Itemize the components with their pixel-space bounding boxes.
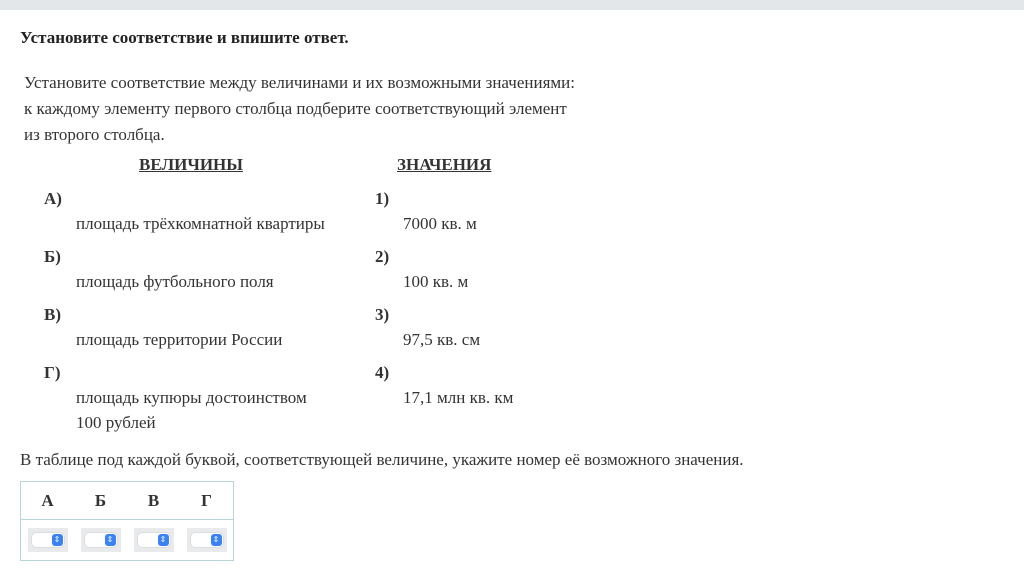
left-text: площадь территории России — [76, 330, 283, 349]
right-label: 4) — [375, 363, 390, 382]
intro-line: Установите соответствие между величинами и их возможными значениями: — [24, 73, 575, 92]
header-v: В — [127, 482, 180, 520]
left-text: 100 рублей — [76, 413, 156, 432]
chevron-updown-icon: ⇕ — [211, 534, 222, 546]
right-text: 100 кв. м — [403, 272, 469, 291]
task-title: Установите соответствие и впишите ответ. — [20, 28, 349, 47]
left-text: площадь футбольного поля — [76, 272, 274, 291]
header-b: Б — [74, 482, 127, 520]
right-label: 1) — [375, 189, 390, 208]
left-label: В) — [44, 305, 61, 324]
right-text: 7000 кв. м — [403, 214, 477, 233]
left-label: А) — [44, 189, 62, 208]
header-a: А — [21, 482, 75, 520]
answer-table — [20, 481, 234, 561]
answer-select-v[interactable] — [134, 528, 174, 552]
left-label: Г) — [44, 363, 61, 382]
top-bar — [0, 0, 1024, 10]
right-label: 3) — [375, 305, 390, 324]
left-label: Б) — [44, 247, 61, 266]
chevron-updown-icon: ⇕ — [52, 534, 63, 546]
answer-select-g[interactable] — [187, 528, 227, 552]
right-label: 2) — [375, 247, 390, 266]
chevron-updown-icon: ⇕ — [158, 534, 169, 546]
left-text: площадь трёхкомнатной квартиры — [76, 214, 325, 233]
right-text: 17,1 млн кв. км — [403, 388, 514, 407]
intro-line: из второго столбца. — [24, 125, 165, 144]
intro-line: к каждому элементу первого столбца подберите соответствующий элемент — [24, 99, 567, 118]
left-text: площадь купюры достоинством — [76, 388, 307, 407]
task-intro — [24, 70, 644, 148]
right-column-header: ЗНАЧЕНИЯ — [397, 155, 492, 174]
header-g: Г — [180, 482, 234, 520]
instruction: В таблице под каждой буквой, соответствующей величине, укажите номер её возможного значения. — [20, 450, 744, 469]
right-text: 97,5 кв. см — [403, 330, 481, 349]
chevron-updown-icon: ⇕ — [105, 534, 116, 546]
answer-select-a[interactable] — [28, 528, 68, 552]
answer-select-b[interactable] — [81, 528, 121, 552]
left-column-header: ВЕЛИЧИНЫ — [139, 155, 243, 174]
